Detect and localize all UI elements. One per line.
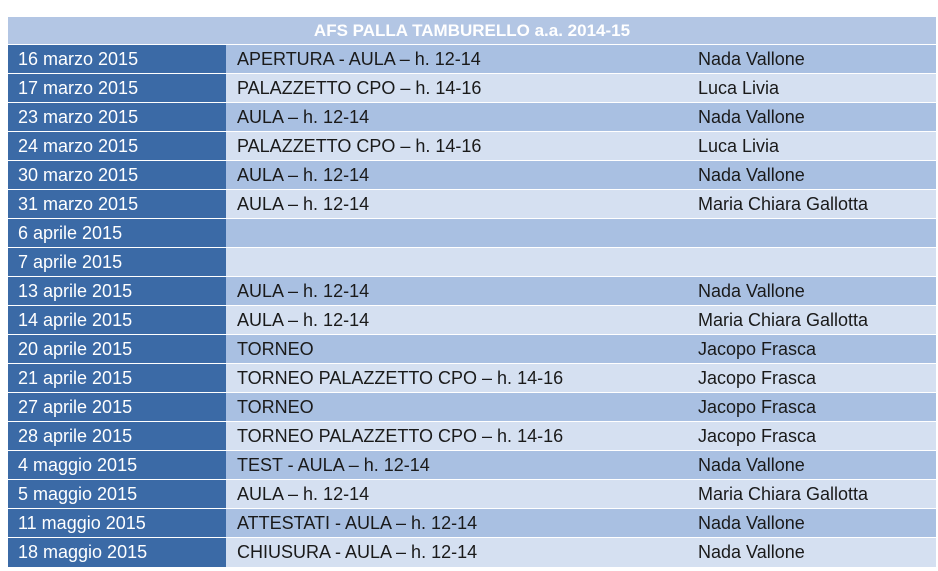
table-row [8,393,936,422]
date-cell: 27 aprile 2015 [8,393,226,421]
event-cell: AULA – h. 12-14 [226,103,686,131]
table-row [8,248,936,277]
date-cell: 24 marzo 2015 [8,132,226,160]
table-row [8,161,936,190]
person-cell: Jacopo Frasca [686,422,936,450]
event-cell: AULA – h. 12-14 [226,277,686,305]
table-row [8,306,936,335]
table-row [8,132,936,161]
event-cell [226,248,686,276]
event-cell: TORNEO [226,335,686,363]
date-cell: 20 aprile 2015 [8,335,226,363]
table-row [8,364,936,393]
table-row [8,480,936,509]
person-cell: Maria Chiara Gallotta [686,190,936,218]
person-cell: Maria Chiara Gallotta [686,480,936,508]
event-cell: ATTESTATI - AULA – h. 12-14 [226,509,686,537]
date-cell: 16 marzo 2015 [8,45,226,73]
person-cell: Nada Vallone [686,509,936,537]
person-cell: Nada Vallone [686,103,936,131]
date-cell: 5 maggio 2015 [8,480,226,508]
table-row [8,335,936,364]
event-cell: PALAZZETTO CPO – h. 14-16 [226,74,686,102]
date-cell: 28 aprile 2015 [8,422,226,450]
date-cell: 4 maggio 2015 [8,451,226,479]
event-cell: PALAZZETTO CPO – h. 14-16 [226,132,686,160]
event-cell: TORNEO PALAZZETTO CPO – h. 14-16 [226,422,686,450]
table-row [8,74,936,103]
event-cell: AULA – h. 12-14 [226,190,686,218]
person-cell [686,219,936,247]
person-cell: Jacopo Frasca [686,335,936,363]
event-cell [226,219,686,247]
table-row [8,509,936,538]
date-cell: 31 marzo 2015 [8,190,226,218]
person-cell: Luca Livia [686,74,936,102]
event-cell: TORNEO [226,393,686,421]
date-cell: 18 maggio 2015 [8,538,226,567]
table-body [8,45,936,567]
event-cell: CHIUSURA - AULA – h. 12-14 [226,538,686,567]
person-cell: Nada Vallone [686,451,936,479]
person-cell: Nada Vallone [686,277,936,305]
person-cell: Jacopo Frasca [686,393,936,421]
event-cell: TEST - AULA – h. 12-14 [226,451,686,479]
table-row [8,45,936,74]
table-row [8,451,936,480]
person-cell: Jacopo Frasca [686,364,936,392]
date-cell: 11 maggio 2015 [8,509,226,537]
schedule-table [8,17,936,567]
table-row [8,103,936,132]
person-cell: Maria Chiara Gallotta [686,306,936,334]
table-row [8,538,936,567]
person-cell: Luca Livia [686,132,936,160]
date-cell: 21 aprile 2015 [8,364,226,392]
date-cell: 6 aprile 2015 [8,219,226,247]
date-cell: 17 marzo 2015 [8,74,226,102]
event-cell: AULA – h. 12-14 [226,161,686,189]
person-cell [686,248,936,276]
event-cell: TORNEO PALAZZETTO CPO – h. 14-16 [226,364,686,392]
table-row [8,277,936,306]
table-row [8,219,936,248]
date-cell: 30 marzo 2015 [8,161,226,189]
person-cell: Nada Vallone [686,538,936,567]
event-cell: AULA – h. 12-14 [226,480,686,508]
event-cell: APERTURA - AULA – h. 12-14 [226,45,686,73]
table-row [8,190,936,219]
table-row [8,422,936,451]
person-cell: Nada Vallone [686,45,936,73]
date-cell: 14 aprile 2015 [8,306,226,334]
person-cell: Nada Vallone [686,161,936,189]
date-cell: 13 aprile 2015 [8,277,226,305]
event-cell: AULA – h. 12-14 [226,306,686,334]
date-cell: 7 aprile 2015 [8,248,226,276]
table-title: AFS PALLA TAMBURELLO a.a. 2014-15 [8,17,936,45]
date-cell: 23 marzo 2015 [8,103,226,131]
